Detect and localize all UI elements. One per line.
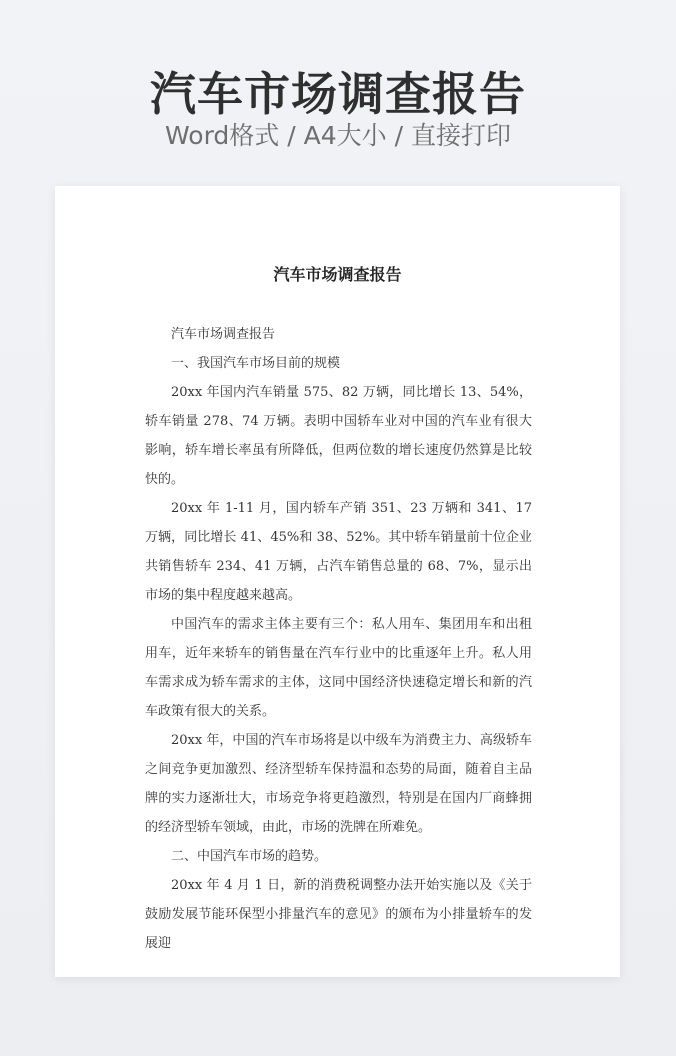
banner-title: 汽车市场调查报告 [150, 67, 526, 121]
document-page [55, 186, 620, 977]
document-title: 汽车市场调查报告 [273, 265, 402, 284]
paragraph: 20xx 年国内汽车销量 575、82 万辆，同比增长 13、54%，轿车销量 278、74 万辆。表明中国轿车业对中国的汽车业有很大影响，轿车增长率虽有所降低，但两位数的增长速度仍然算是比较快的。 [145, 385, 532, 487]
section-heading-1: 一、我国汽车市场目前的规模 [171, 356, 341, 371]
banner-subtitle: Word格式 / A4大小 / 直接打印 [165, 121, 511, 150]
paragraph: 20xx 年，中国的汽车市场将是以中级车为消费主力、高级轿车之间竞争更加激烈、经济型轿车保持温和态势的局面，随着自主品牌的实力逐渐壮大，市场竞争将更趋激烈，特别是在国内厂商蜂拥的经济型轿车领域，由此，市场的洗牌在所难免。 [145, 733, 532, 835]
paragraph: 中国汽车的需求主体主要有三个：私人用车、集团用车和出租用车，近年来轿车的销售量在汽车行业中的比重逐年上升。私人用车需求成为轿车需求的主体，这同中国经济快速稳定增长和新的汽车政策有很大的关系。 [145, 617, 532, 719]
paragraph-heading: 汽车市场调查报告 [171, 327, 276, 342]
paragraph: 20xx 年 1-11 月，国内轿车产销 351、23 万辆和 341、17 万辆，同比增长 41、45%和 38、52%。其中轿车销量前十位企业共销售轿车 234、41 万辆，占汽车销售总量的 68、7%，显示出市场的集中程度越来越高。 [145, 501, 532, 603]
document-body [145, 320, 532, 958]
section-heading-2: 二、中国汽车市场的趋势。 [171, 849, 328, 864]
paragraph: 20xx 年 4 月 1 日，新的消费税调整办法开始实施以及《关于鼓励发展节能环保型小排量汽车的意见》的颁布为小排量轿车的发展迎 [145, 878, 532, 951]
